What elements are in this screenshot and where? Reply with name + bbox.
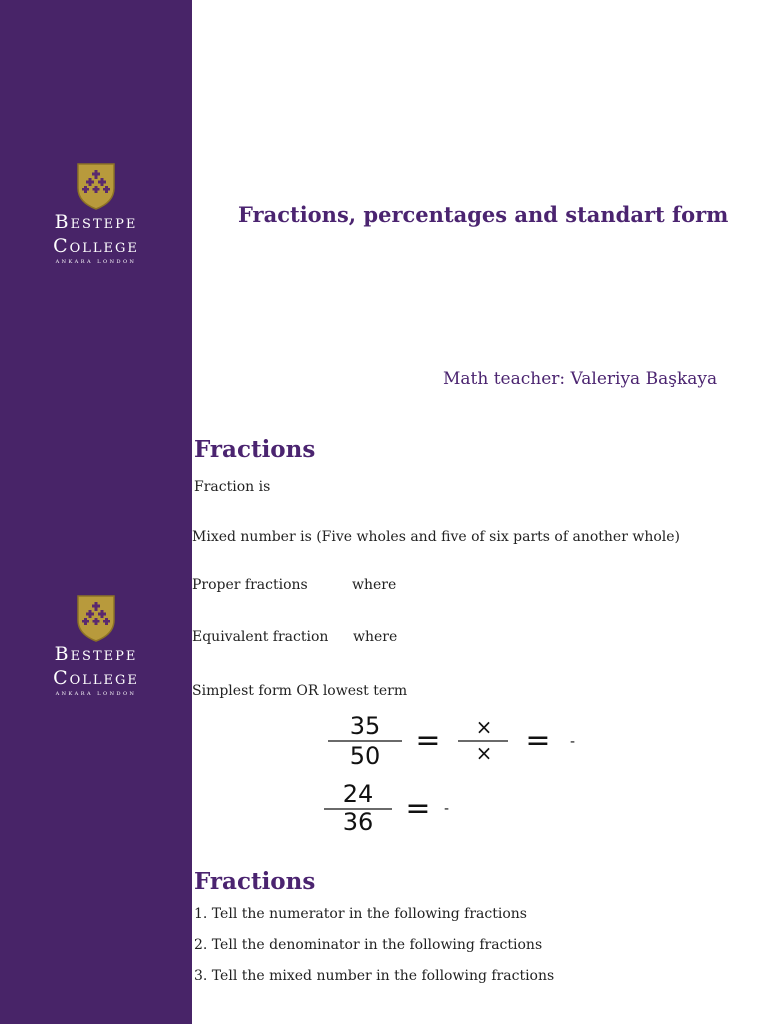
eq2-denominator: 36 <box>342 808 374 836</box>
brand-subtitle: ANKARA LONDON <box>55 259 137 265</box>
brand-name-line2: College <box>53 235 139 257</box>
definition-simplest-form: Simplest form OR lowest term <box>192 683 408 699</box>
brand-name-line1: Bestepe <box>54 211 138 233</box>
eq1-mid-denominator: × <box>475 741 493 765</box>
definition-proper-fractions-where: where <box>352 577 397 593</box>
definition-proper-fractions: Proper fractions <box>192 577 308 593</box>
brand-name-line2: College <box>53 667 139 689</box>
definition-equivalent-fraction: Equivalent fraction <box>192 629 329 645</box>
definition-equivalent-fraction-where: where <box>353 629 398 645</box>
eq1-equals-1: = <box>415 723 441 758</box>
section-heading-2: Fractions <box>194 868 316 895</box>
exercise-item: 2. Tell the denominator in the following fractions <box>194 937 543 953</box>
college-logo <box>0 162 192 266</box>
eq2-equals: = <box>405 791 431 826</box>
brand-name-line1: Bestepe <box>54 643 138 665</box>
section-heading: Fractions <box>194 436 316 463</box>
eq1-numerator: 35 <box>349 712 381 740</box>
sidebar <box>0 0 192 1024</box>
eq2-numerator: 24 <box>342 780 374 808</box>
definition-fraction: Fraction is <box>194 479 271 495</box>
crest-icon <box>76 162 116 210</box>
eq1-result: - <box>570 734 576 750</box>
eq1-equals-2: = <box>525 723 551 758</box>
eq2-result: - <box>444 801 450 817</box>
brand-subtitle: ANKARA LONDON <box>55 691 137 697</box>
page-title: Fractions, percentages and standart form <box>238 202 729 227</box>
exercise-item: 1. Tell the numerator in the following fractions <box>194 906 527 922</box>
teacher-name: Math teacher: Valeriya Başkaya <box>443 369 718 389</box>
exercise-item: 3. Tell the mixed number in the following fractions <box>194 968 555 984</box>
eq1-mid-numerator: × <box>475 715 493 739</box>
crest-icon <box>76 594 116 642</box>
definition-mixed-number: Mixed number is (Five wholes and five of six parts of another whole) <box>192 529 681 545</box>
equation-1 <box>320 712 590 768</box>
eq1-denominator: 50 <box>349 742 381 768</box>
college-logo-2 <box>0 594 192 698</box>
equation-2 <box>320 780 470 836</box>
